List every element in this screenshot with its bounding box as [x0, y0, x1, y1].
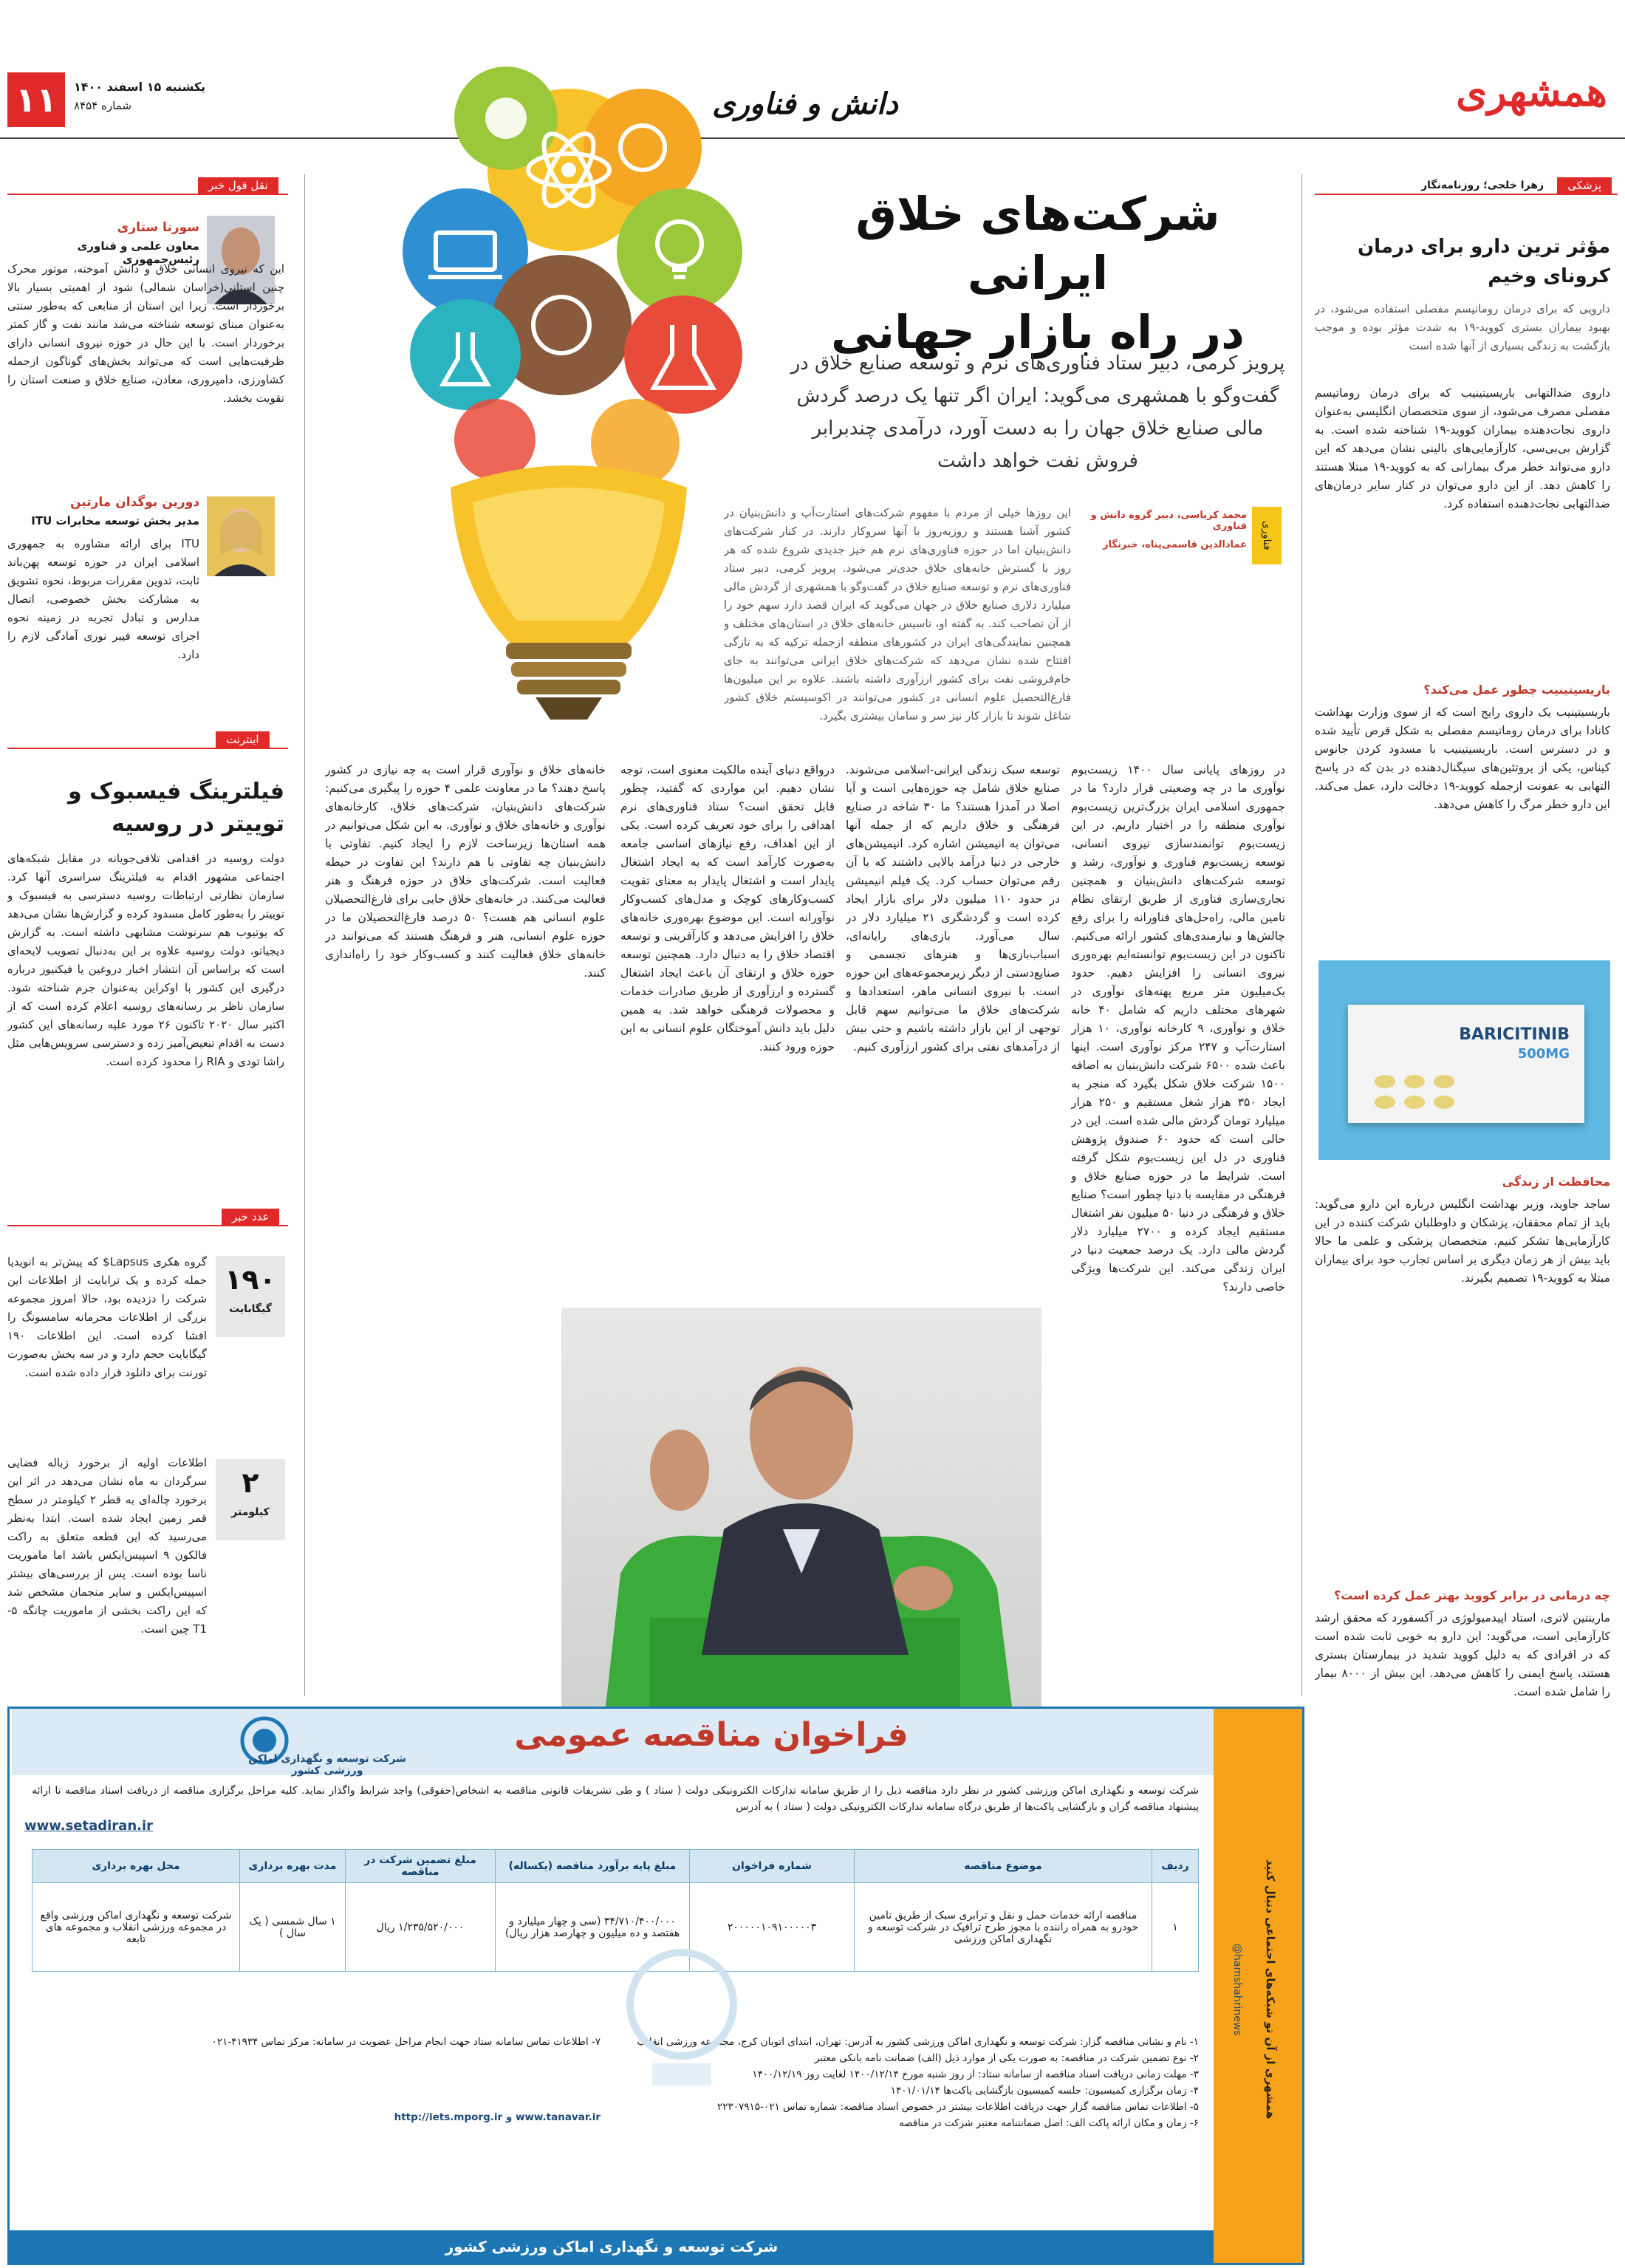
tender-note: ۱- نام و نشانی مناقصه گزار: شرکت توسعه و نگهداری اماکن ورزشی کشور به آدرس: تهران، ابتدای اتوبان کرج، مجموعه ورزشی انقلاب	[637, 2036, 1199, 2048]
tender-ad	[7, 1707, 1304, 2265]
headline-line-1: شرکت‌های خلاق ایرانی	[855, 187, 1220, 300]
article-column-1: در روزهای پایانی سال ۱۴۰۰ زیست‌بوم نوآوری ما در چه وضعیتی قرار دارد؟ ما در جمهوری اسلامی ایران بزرگ‌ترین زیست‌بوم نوآوری منطقه را در اختیار داریم. در این زیست‌بوم توانمندسازی نیروی انسانی، توسعه زیست‌بوم فناوری و نوآوری، رشد و توسعه شرکت‌های دانش‌بنیان و همچنین تجاری‌سازی فناوری از طریق ارتقای نظام تامین مالی، راه‌حل‌های فناورانه را برای رفع چالش‌ها و نیازمندی‌های کشور ارائه می‌کنیم. تاکنون در این زیست‌بوم توانسته‌ایم بهره‌وری نیروی انسانی را افزایش دهیم. حدود یک‌میلیون متر مربع پهنه‌های نوآوری در شهرهای مختلف داریم که شامل ۴۰ خانه خلاق و نوآوری، ۹ کارخانه نوآوری، ۱۰ هزار استارت‌آپ و ۲۴۷ مرکز نوآوری است. اینها باعث شده ۶۵۰۰ شرکت دانش‌بنیان به اضافه ۱۵۰۰ شرکت خلاق شکل بگیرد که منجر به ایجاد ۳۵۰ هزار شغل مستقیم و ۲۵۰ هزار میلیارد تومان گردش مالی شده است. این در حالی است که حدود ۶۰ صندوق پژوهش فناوری در دل این زیست‌بوم شکل گرفته است. شرایط ما در حوزه صنایع خلاق و فرهنگی در مقایسه با دنیا چطور است؟ صنایع خلاق و فرهنگی در دنیا ۵۰ میلیون نفر اشتغال مستقیم ایجاد کرده و ۲۷۰۰ میلیارد دلار گردش مالی دارد. یک درصد جمعیت دنیا در ایران زندگی می‌کند. این شرکت‌ها ویژگی خاصی دارند؟	[1071, 763, 1285, 1294]
article-lead: دارویی که برای درمان روماتیسم مفصلی استفاده می‌شود، در بهبود بیماران بستری کووید-۱۹ به شدت مؤثر بوده و موجب بازگشت به زندگی بسیاری از آنها شده است	[1315, 302, 1610, 352]
article-column-4: خانه‌های خلاق و نوآوری قرار است به چه نیازی در کشور پاسخ دهند؟ ما در معاونت علمی ۴ حوزه را پیگیری می‌کنیم: شرکت‌های دانش‌بنیان، شرکت‌های خلاق، کارخانه‌های نوآوری و خانه‌های خلاق و نوآوری. به این شکل می‌توانیم در همه استان‌ها زیرساخت لازم را ایجاد کنیم. تفاوتی با دانش‌بنیان چه تفاوتی با هم دارند؟ این تفاوت در حیطه فعالیت است. شرکت‌های خلاق در حوزه فرهنگ و هنر فعالیت می‌کنند. در خانه‌های خلاق جایی برای فارغ‌التحصیلان علوم انسانی هم هست؟ ۵۰ درصد فارغ‌التحصیلان ما در حوزه علوم انسانی، هنر و فرهنگ هستند که می‌توانند در خانه‌های خلاق فعالیت کنند و کسب‌وکار خود را راه‌اندازی کنند.	[325, 763, 606, 980]
byline-author-1: محمد کرباسی، دبیر گروه دانش و فناوری	[1090, 510, 1247, 532]
lightbulb-icon	[617, 188, 742, 314]
tender-intro: شرکت توسعه و نگهداری اماکن ورزشی کشور در نظر دارد مناقصه ذیل را از طریق سامانه تدارکات الکترونیکی دولت ( ستاد ) و طی تشریفات قانونی مناقصه به اشخاص(حقوقی) واجد شرایط واگذار نماید. کلیه مراحل برگزاری مناقصه از دریافت اسناد مناقصه تا ارائه پیشنهاد مناقصه گران و بازگشایی پاکت‌ها از طریق درگاه سامانه تدارکات الکترونیکی دولت ( ستاد ) به آدرس	[32, 1785, 1199, 1813]
quote-name: سورنا ستاری	[117, 220, 199, 235]
tender-note: ۴- زمان برگزاری کمیسیون: جلسه کمیسیون بازگشایی پاکت‌ها ۱۴۰۱/۰۱/۱۴	[890, 2085, 1199, 2097]
table-header: مدت بهره برداری	[240, 1850, 346, 1883]
byline-author-2: عمادالدین قاسمی‌پناه، خبرنگار	[1103, 539, 1247, 550]
article-body: باریسیتینیب یک داروی رایج است که از سوی وزارت بهداشت کانادا برای درمان روماتیسم مفصلی به شکل قرص تأیید شده و در دسترس است. باریسیتینیب با مسدود کردن جانوس کیناس، یکی از پروتئین‌های سیگنال‌دهنده در بدن که در پاسخ التهابی به عفونت ازجمله کووید-۱۹ دخالت دارد، عمل می‌کند. این دارو خطر مرگ را کاهش می‌دهد.	[1315, 706, 1610, 811]
quote-role: مدیر بخش توسعه مخابرات ITU	[31, 514, 199, 527]
tender-note: ۳- مهلت زمانی دریافت اسناد مناقصه از سامانه ستاد: از روز شنبه مورخ ۱۴۰۰/۱۲/۱۴ لغایت روز ۱۴۰۰/۱۲/۱۹	[752, 2069, 1199, 2080]
medicine-section-tag: پزشکی	[1557, 177, 1612, 194]
quote-text: ITU برای ارائه مشاوره به جمهوری اسلامی ایران در حوزه توسعه پهن‌باند ثابت، تدوین مقررات مربوط، نحوه تشویق به مشارکت بخش خصوصی، اتصال مدارس و تبادل تجربه در زمینه نحوه اجرای توسعه فیبر نوری آمادگی لازم را دارد.	[7, 537, 199, 661]
stat-box	[216, 1459, 285, 1540]
tender-note: ۲- نوع تضمین شرکت در مناقصه: به صورت یکی از موارد ذیل (الف) ضمانت نامه بانکی معتبر	[814, 2052, 1199, 2064]
subheading: چه درمانی در برابر کووید بهتر عمل کرده است؟	[1333, 1588, 1610, 1602]
tender-notes	[24, 2034, 601, 2125]
drug-name: BARICITINIB	[1459, 1025, 1570, 1044]
quote-role: معاون علمی و فناوری رئیس‌جمهوری	[77, 239, 199, 266]
flask-icon	[624, 296, 742, 414]
social-follow-text: همشهری از آن تو شبکه‌های اجتماعی دنبال کنید	[1264, 1859, 1277, 2120]
internet-section-tag: اینترنت	[216, 731, 270, 748]
social-handle: @hamshahrinews	[1231, 1943, 1243, 2036]
article-headline: مؤثر ترین دارو برای درمان کرونای وخیم	[1357, 236, 1610, 287]
main-headline	[787, 185, 1289, 362]
page-number: ۱۱	[7, 72, 65, 127]
tender-websites[interactable]: www.tanavar.ir و http://iets.mporg.ir	[394, 2111, 601, 2123]
issue-number: شماره ۸۴۵۴	[74, 99, 131, 112]
quote-text: این که نیروی انسانی خلاق و دانش آموخته، موتور محرک چنین استانی(خراسان شمالی) شود از اهمیتی بسیار بالا برخوردار است. زیرا این استان از منابعی که به‌طور سنتی به‌عنوان مبنای توسعه شناخته می‌شد مانند نفت و گاز کمتر برخوردار است. با این حال در حوزه نیروی انسانی دارای ظرفیت‌هایی است که می‌تواند بخش‌های گوناگون ازجمله کشاورزی، دامپروری، معادن، صنایع خلاق و صنعت استان را تقویت بخشد.	[7, 262, 284, 405]
lead-paragraph: پرویز کرمی، دبیر ستاد فناوری‌های نرم و توسعه صنایع خلاق در گفت‌وگو با همشهری می‌گوید: ایران اگر تنها یک درصد گردش مالی صنایع خلاق جهان را به دست آورد، درآمدی چندبرابر فروش نفت خواهد داشت	[790, 352, 1285, 472]
table-cell: ۲۰۰۰۰۰۱۰۹۱۰۰۰۰۰۳	[690, 1883, 855, 1972]
issue-date: یکشنبه ۱۵ اسفند ۱۴۰۰	[74, 80, 206, 94]
stat-value: ۱۹۰	[225, 1263, 276, 1296]
subheading: محافظت از زندگی	[1502, 1175, 1610, 1189]
number-section-tag: عدد خبر	[222, 1209, 279, 1225]
drug-box	[1348, 1005, 1584, 1123]
tender-footer: شرکت توسعه و نگهداری اماکن ورزشی کشور	[10, 2230, 1214, 2263]
news-headline: فیلترینگ فیسبوک و توییتر در روسیه	[68, 779, 284, 837]
table-cell: ۳۴/۷۱۰/۴۰۰/۰۰۰ (سی و چهار میلیارد و هفتصد و ده میلیون و چهارصد هزار ریال)	[496, 1883, 690, 1972]
stat-text: گروه هکری Lapsus$ که پیش‌تر به انویدیا حمله کرده و یک ترابایت از اطلاعات این شرکت را دزدیده بود، حالا امروز مجموعه بزرگی از اطلاعات محرمانه سامسونگ را افشا کرده است. این اطلاعات ۱۹۰ گیگابایت حجم دارد و در سه بخش به‌صورت تورنت برای دانلود قرار داده شده است.	[7, 1255, 207, 1379]
table-cell: مناقصه ارائه خدمات حمل و نقل و ترابری سبک از طریق تامین خودرو به همراه راننده با مجوز طرح ترافیک در شرکت توسعه و نگهداری اماکن ورزشی	[855, 1883, 1152, 1972]
section-title: دانش و فناوری	[712, 87, 898, 121]
avatar	[207, 496, 275, 576]
article-column-2: توسعه سبک زندگی ایرانی-اسلامی می‌شوند. صنایع خلاق شامل چه حوزه‌هایی است و آیا اصلا در آمدزا هستند؟ ما ۳۰ شاخه در صنایع فرهنگی و خلاق داریم که از جمله آنها می‌توان به انیمیشن اشاره کرد. انیمیشن‌های خارجی در دنیا درآمد بالایی داشتند که با آن رقم می‌توان حساب کرد. یک فیلم انیمیشن در حدود ۱۱۰ میلیون دلار برای بازار ایجاد کرده است و گردشگری ۲۱ میلیارد دلار در سال می‌آورد. بازی‌های رایانه‌ای، اسباب‌بازی‌ها و هنرهای تجسمی و صنایع‌دستی از دیگر زیرمجموعه‌های این حوزه است. با نیروی انسانی ماهر، استعدادها و شرکت‌های خلاق ما می‌توانیم سهم قابل توجهی از این بازار داشته باشیم و حتی بیش از درآمدهای نفتی برای کشور ارزآوری کنیم.	[846, 763, 1060, 1053]
table-header: مبلغ تضمین شرکت در مناقصه	[346, 1850, 496, 1883]
ad-side-strip	[1214, 1709, 1302, 2263]
stat-value: ۲	[242, 1466, 259, 1499]
tender-note: ۶- زمان و مکان ارائه پاکت الف: اصل ضمانتنامه معتبر شرکت در مناقصه	[898, 2117, 1199, 2129]
table-header-row	[32, 1850, 1199, 1883]
setad-website[interactable]: www.setadiran.ir	[24, 1818, 154, 1834]
tender-note: ۵- اطلاعات تماس مناقصه گزار جهت دریافت اطلاعات بیشتر در خصوص اسناد مناقصه: شماره تماس ۰۲۱-۲۲۳۰۷۹۱۵	[717, 2101, 1199, 2113]
intro-text: این روزها خیلی از مردم با مفهوم شرکت‌های استارت‌آپ و دانش‌بنیان در کشور آشنا هستند و روزبه‌روز با آنها سروکار دارند. در کنار شرکت‌های دانش‌بنیان اما در حوزه فناوری‌های نرم هم خیز جدیدی شروع شده که هر روز با گسترش خانه‌های خلاق جدی‌تر می‌شود. پرویز کرمی، دبیر ستاد فناوری‌های نرم و توسعه صنایع خلاق در گفت‌وگو با همشهری از گردش مالی میلیارد دلاری صنایع خلاق در جهان می‌گوید که ایران قصد دارد سهم خود را از آن تصاحب کند. به گفته او، تاسیس خانه‌های خلاق در استان‌های مختلف و همچنین نمایندگی‌های ایران در کشورهای منطقه ازجمله ترکیه که به تازگی افتتاح شده نشان می‌دهد که شرکت‌های خلاق ایرانی می‌توانند به جای خام‌فروشی نفت برای کشور ارزآوری داشته باشند. علاوه بر این میلیون‌ها فارغ‌التحصیل علوم انسانی در کشور می‌توانند در اکوسیستم خلاق کشور شاغل شوند تا بازار کار نیز سر و سامان بیشتری بگیرد.	[724, 506, 1071, 723]
stat-unit: گیگابایت	[229, 1303, 272, 1315]
quote-section-tag: نقل قول خبر	[198, 177, 278, 194]
stat-box	[216, 1256, 285, 1337]
table-cell: ۱	[1152, 1883, 1199, 1972]
flask-icon	[410, 299, 521, 410]
article-body: ساجد جاوید، وزیر بهداشت انگلیس درباره این دارو می‌گوید: باید از تمام محققان، پزشکان و داوطلبان شرکت کننده در این کارآزمایی‌ها تشکر کنیم. متخصصان پزشکی و علمی ما حالا باید بیش از هر زمان دیگری بر اساس تجارب خود برای بیماران مبتلا به کووید-۱۹ تصمیم بگیرند.	[1315, 1198, 1610, 1285]
drug-image	[1318, 960, 1610, 1160]
icon-bubbles	[403, 66, 742, 488]
subheading: باریسیتینیب چطور عمل می‌کند؟	[1423, 683, 1610, 697]
stat-unit: کیلومتر	[231, 1506, 270, 1518]
table-header: موضوع مناقصه	[855, 1850, 1152, 1883]
news-body: دولت روسیه در اقدامی تلافی‌جویانه در مقابل شبکه‌های اجتماعی مشهور اقدام به فیلترینگ سراسری آنها کرد. سازمان نظارتی ارتباطات روسیه دسترسی به فیسبوک و توییتر را به‌طور کامل مسدود کرده و گزارش‌ها نشان می‌دهد که یوتیوب هم سرنوشت مشابهی داشته است. به گزارش دیجیاتو، دولت روسیه علاوه بر این به‌دنبال تصویب لایحه‌ای است که براساس آن انتشار اخبار دروغین یا فیکنیوز درباره درگیری این کشور با اوکراین به‌عنوان جرم شناخته شود. سازمان ناظر بر رسانه‌های روسیه اعلام کرده است که از اکتبر سال ۲۰۲۰ تاکنون ۲۶ مورد علیه رسانه‌های این کشور دست به اقدام تبعیض‌آمیز زده و دسترسی سرویس‌هایی مثل راشا تودی و RIA را محدود کرده است.	[7, 852, 284, 1068]
watermark-logo	[615, 1945, 748, 2093]
quote-name: دورین بوگدان مارتین	[70, 495, 199, 510]
bulb-base	[451, 465, 687, 720]
table-header: مبلغ پایه برآورد مناقصه (یکساله)	[496, 1850, 690, 1883]
headline-line-2: در راه بازار جهانی	[831, 305, 1245, 359]
tender-title: فراخوان مناقصه عمومی	[514, 1716, 909, 1754]
tender-note: ۷- اطلاعات تماس سامانه ستاد جهت انجام مراحل عضویت در سامانه: مرکز تماس ۴۱۹۳۴-۰۲۱	[211, 2036, 601, 2048]
article-body: داروی ضدالتهابی باریسیتینیب که برای درمان روماتیسم مفصلی مصرف می‌شود، از سوی متخصصان انگلیسی به‌عنوان داروی نجات‌دهنده بیماران کووید-۱۹ شناخته شده است. به گزارش بی‌بی‌سی، کارآزمایی‌های بالینی نشان می‌دهد که این دارو می‌تواند خطر مرگ بیمارانی که به کووید-۱۹ مبتلا هستند را کاهش دهد. از این دارو می‌توان در کنار سایر درمان‌های ضدالتهابی نجات‌دهنده استفاده کرد.	[1315, 386, 1610, 510]
section-label-tech: فناوری	[1252, 507, 1282, 564]
table-cell: ۱ سال شمسی ( یک سال )	[240, 1883, 346, 1972]
article-body: مارینتین لاتری، استاد اپیدمیولوژی در آکسفورد که محقق ارشد کارآزمایی است، می‌گوید: این دارو به خوبی ثابت شده است که در افرادی که به دلیل کووید شدید در بیمارستان بستری هستند، پاسخ ایمنی را کاهش می‌دهد. این بیش از ۸۰۰۰ بیمار را شامل شده است.	[1315, 1611, 1610, 1698]
org-name: شرکت توسعه و نگهداری اماکن ورزشی کشور	[248, 1753, 406, 1777]
table-header: محل بهره برداری	[32, 1850, 240, 1883]
table-header: شماره فراخوان	[690, 1850, 855, 1883]
table-header: ردیف	[1152, 1850, 1199, 1883]
brand-logo: همشهری	[1456, 68, 1607, 115]
author-name: زهرا خلجی؛ روزنامه‌نگار	[1421, 180, 1544, 191]
interview-photo	[561, 1308, 1041, 1707]
table-cell: شرکت توسعه و نگهداری اماکن ورزشی واقع در مجموعه ورزشی انقلاب و مجموعه های تابعه	[32, 1883, 240, 1972]
article-column-3: درواقع دنیای آینده مالکیت معنوی است، توجه نشان دهیم. این مواردی که گفتید، چطور قابل تحقق است؟ ستاد فناوری‌های نرم اهدافی را برای خود تعریف کرده است. یکی از این اهداف، رفع نیازهای اساسی جامعه به‌صورت کارآمد است که به ایجاد اشتغال پایدار است و اشتغال پایدار به معنای تقویت کسب‌وکارهای کوچک و مدل‌های کسب‌وکار نوآورانه است. این موضوع بهره‌وری خانه‌های خلاق را افزایش می‌دهد و کارآفرینی و توسعه اقتصاد خلاق را به دنبال دارد. همچنین توسعه حوزه خلاق و ارتقای آن باعث ایجاد اشتغال گسترده و ارزآوری از طریق صادرات خدمات و محصولات فرهنگی خواهد شد. به همین دلیل باید دانش آموختگان علوم انسانی به این حوزه ورود کنند.	[620, 763, 835, 1053]
stat-text: اطلاعات اولیه از برخورد زباله فضایی سرگردان به ماه نشان می‌دهد در اثر این برخورد چاله‌ای به قطر ۲ کیلومتر در سطح قمر زمین ایجاد شده است. ابتدا به‌نظر می‌رسید که این قطعه متعلق به راکت فالکون ۹ اسپیس‌ایکس باشد اما ماموریت ناسا بوده است. پس از بررسی‌های بیشتر اسپیس‌ایکس و سایر منجمان مشخص شد که این راکت بخشی از ماموریت چانگه ۵-T1 چین است.	[7, 1456, 207, 1636]
table-cell: ۱/۲۳۵/۵۲۰/۰۰۰ ریال	[346, 1883, 496, 1972]
drug-dose: 500MG	[1517, 1046, 1570, 1062]
